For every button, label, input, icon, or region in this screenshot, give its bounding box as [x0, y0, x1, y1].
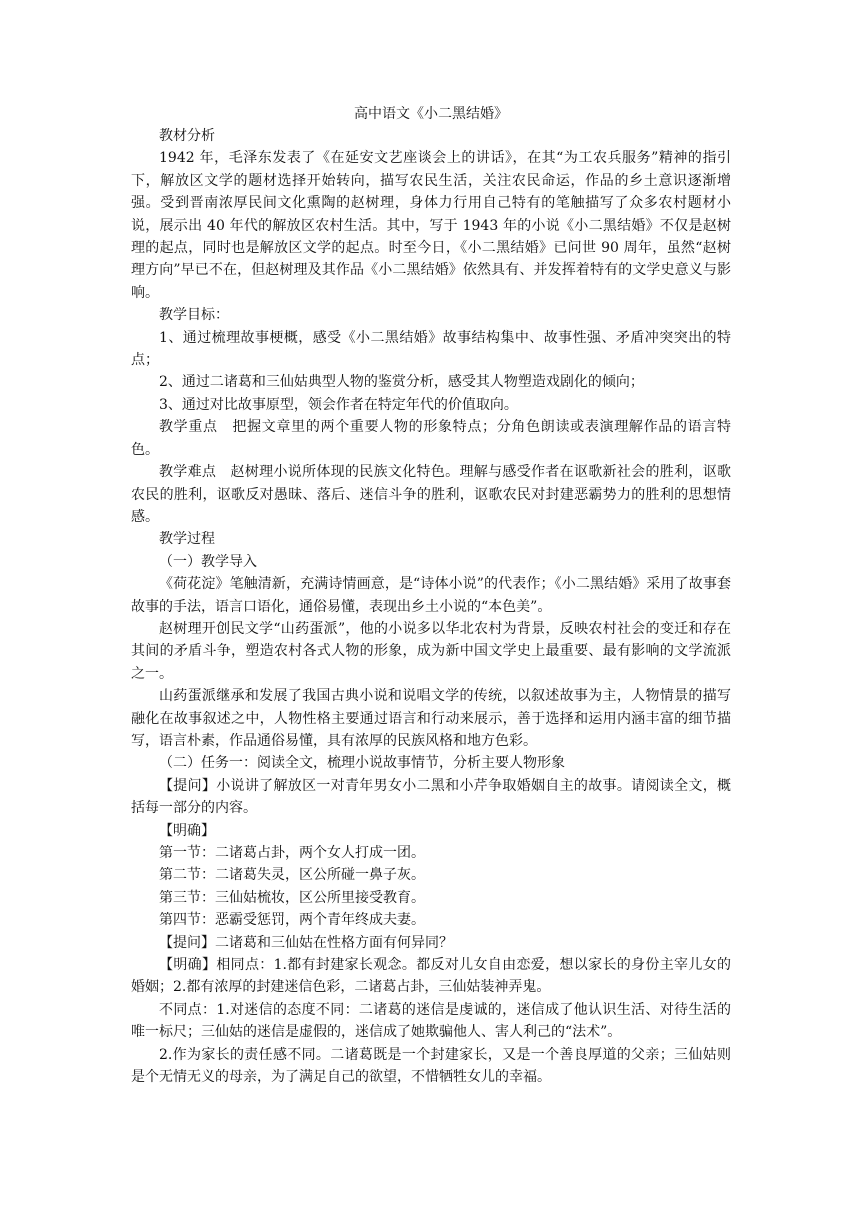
section-summary-2: 第二节：二诸葛失灵，区公所碰一鼻子灰。 [159, 867, 425, 884]
document-title: 高中语文《小二黑结婚》 [354, 106, 508, 122]
section-heading-teaching-goals: 教学目标： [159, 307, 229, 324]
section-summary-4: 第四节：恶霸受惩罚，两个青年终成夫妻。 [159, 912, 425, 929]
paragraph-intro-2: 赵树理开创民文学“山药蛋派”，他的小说多以华北农村为背景，反映农村社会的变迁和存在其间的矛盾斗争，塑造农村各式人物的形象，成为新中国文学史上最重要、最有影响的文学流派之一。 [131, 620, 731, 682]
paragraph-intro-1: 《荷花淀》笔触清新，充满诗情画意，是“诗体小说”的代表作；《小二黑结婚》采用了故事套故事的手法，语言口语化，通俗易懂，表现出乡土小说的“本色美”。 [131, 576, 731, 615]
paragraph-answer-differences-2: 2.作为家长的责任感不同。二诸葛既是一个封建家长，又是一个善良厚道的父亲；三仙姑则是个无情无义的母亲，为了满足自己的欲望，不惜牺牲女儿的幸福。 [131, 1046, 731, 1086]
section-heading-material-analysis: 教材分析 [159, 128, 215, 144]
paragraph-answer-similarities: 【明确】相同点：1.都有封建家长观念。都反对儿女自由恋爱，想以家长的身份主宰儿女的婚姻；2.都有浓厚的封建迷信色彩，二诸葛占卦，三仙姑装神弄鬼。 [131, 957, 731, 996]
section-summary-3: 第三节：三仙姑梳妆，区公所里接受教育。 [159, 889, 425, 906]
goal-item-3: 3、通过对比故事原型，领会作者在特定年代的价值取向。 [159, 396, 518, 413]
paragraph-answer-differences-1: 不同点：1.对迷信的态度不同：二诸葛的迷信是虔诚的，迷信成了他认识生活、对待生活的唯一标尺；三仙姑的迷信是虚假的，迷信成了她欺骗他人、害人利己的“法术”。 [131, 1001, 731, 1041]
section-summary-1: 第一节：二诸葛占卦，两个女人打成一团。 [159, 845, 425, 861]
paragraph-question-2: 【提问】二诸葛和三仙姑在性格方面有何异同？ [159, 934, 453, 951]
subheading-task-one: （二）任务一：阅读全文，梳理小说故事情节，分析主要人物形象 [159, 755, 565, 772]
goal-item-1: 1、通过梳理故事梗概，感受《小二黑结婚》故事结构集中、故事性强、矛盾冲突突出的特点； [131, 329, 731, 369]
paragraph-question-1: 【提问】小说讲了解放区一对青年男女小二黑和小芹争取婚姻自主的故事。请阅读全文，概括每一部分的内容。 [131, 777, 731, 817]
paragraph-teaching-difficulty: 教学难点 赵树理小说所体现的民族文化特色。理解与感受作者在讴歌新社会的胜利，讴歌农民的胜利，讴歌反对愚昧、落后、迷信斗争的胜利，讴歌农民对封建恶霸势力的胜利的思想情感。 [131, 464, 731, 525]
paragraph-background: 1942 年，毛泽东发表了《在延安文艺座谈会上的讲话》，在其“为工农兵服务”精神的指引下，解放区文学的题材选择开始转向，描写农民生活，关注农民命运，作品的乡土意识逐渐增强。受到晋南浓厚民间文化熏陶的赵树理，身体力行用自己特有的笔触描写了众多农村题材小说，展示出 40 年代的解放区农村生活。其中，写于 1943 年的小说《小二黑结婚》不仅是赵树理的起点，同时也是解放区文学的起点。时至今日，《小二黑结婚》已问世 90 周年，虽然“赵树理方向”早已不在，但赵树理及其作品《小二黑结婚》依然具有、并发挥着特有的文学史意义与影响。 [131, 150, 731, 301]
paragraph-intro-3: 山药蛋派继承和发展了我国古典小说和说唱文学的传统，以叙述故事为主，人物情景的描写融化在故事叙述之中，人物性格主要通过语言和行动来展示，善于选择和运用内涵丰富的细节描写，语言朴素，作品通俗易懂，具有浓厚的民族风格和地方色彩。 [131, 688, 731, 749]
subheading-introduction: （一）教学导入 [159, 553, 257, 570]
paragraph-answer-label: 【明确】 [159, 822, 215, 839]
section-heading-teaching-process: 教学过程 [159, 531, 215, 548]
goal-item-2: 2、通过二诸葛和三仙姑典型人物的鉴赏分析，感受其人物塑造戏剧化的倾向； [159, 374, 644, 391]
paragraph-teaching-focus: 教学重点 把握文章里的两个重要人物的形象特点；分角色朗读或表演理解作品的语言特色。 [131, 419, 731, 458]
